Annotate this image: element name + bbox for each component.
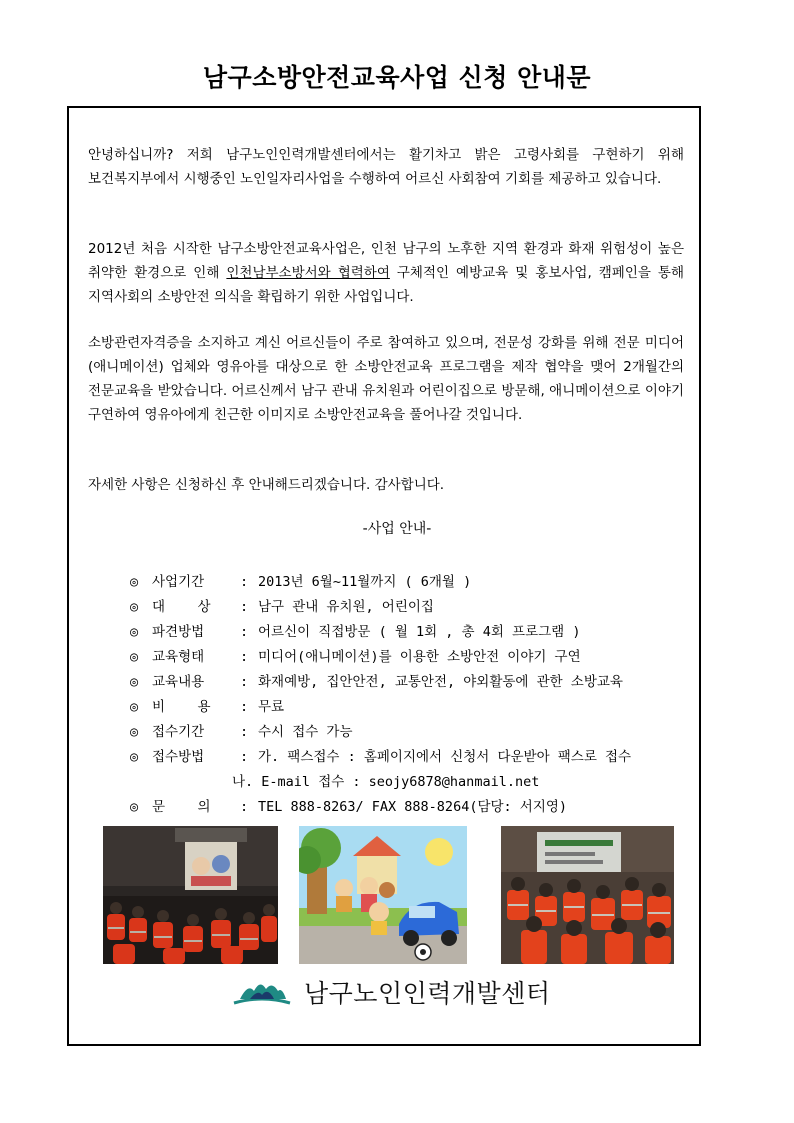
intro-paragraph: 안녕하십니까? 저희 남구노인인력개발센터에서는 활기차고 밝은 고령사회를 구현하기 위해 보건복지부에서 시행중인 노인일자리사업을 수행하여 어르신 사회참여 기회를 제공하고 있습니다. [88,147,684,187]
project-background-text-b: 구체적인 예방교육 및 홍보사업, 캠페인을 통해 지역사회의 소방안전 의식을 확립하기 위한 사업입니다. [88,265,684,305]
bullet-mark: ◎ [130,724,139,740]
info-value: 남구 관내 유치원, 어린이집 [258,599,434,615]
info-separator: : [240,649,249,665]
section-heading: -사업 안내- [362,521,432,537]
bullet-mark: ◎ [130,674,139,690]
info-label: 접수방법 [152,749,205,765]
info-row-cost [130,695,690,720]
bullet-mark: ◎ [130,699,139,715]
info-separator: : [240,749,249,765]
education-session-photo-1 [103,826,278,964]
info-email-continuation: 나. E-mail 접수 : seojy6878@hanmail.net [232,774,540,790]
project-background-paragraph [88,237,684,309]
participants-paragraph: 소방관련자격증을 소지하고 계신 어르신들이 주로 참여하고 있으며, 전문성 강화를 위해 전문 미디어(애니메이션) 업체와 영유아를 대상으로 한 소방안전교육 프로그램을 제작 협약을 맺어 2개월간의 전문교육을 받았습니다. 어르신께서 남구 관내 유치원과 어린이집으로 방문해, 애니메이션으로 이야기 구연하여 영유아에게 친근한 이미지로 소방안전교육을 풀어나갈 것입니다. [88,335,684,423]
info-label: 비 용 [152,699,211,715]
info-label: 교육형태 [152,649,205,665]
info-separator: : [240,574,249,590]
bullet-mark: ◎ [130,749,139,765]
info-value: TEL 888-8263/ FAX 888-8264(담당: 서지영) [258,799,568,815]
info-row-dispatch [130,620,690,645]
info-row-application-method [130,745,690,770]
bullet-mark: ◎ [130,624,139,640]
project-background-text-a: 2012년 처음 시작한 남구소방안전교육사업은, 인천 남구의 노후한 지역 환경과 화재 위험성이 높은 취약한 환경으로 인해 [88,241,684,281]
education-session-photo-2 [501,826,674,964]
info-label: 대 상 [152,599,211,615]
info-row-content [130,670,690,695]
info-value: 2013년 6월~11월까지 ( 6개월 ) [258,574,472,590]
info-value: 미디어(애니메이션)를 이용한 소방안전 이야기 구연 [258,649,581,665]
mountain-logo-icon [232,977,292,1007]
organization-name: 남구노인인력개발센터 [304,979,551,1008]
bullet-mark: ◎ [130,599,139,615]
info-row-application-period [130,720,690,745]
info-value: 어르신이 직접방문 ( 월 1회 , 총 4회 프로그램 ) [258,624,581,640]
info-value: 무료 [258,699,285,715]
animation-still-image [299,826,467,964]
bullet-mark: ◎ [130,574,139,590]
partner-underlined-text: 인천남부소방서와 협력하여 [226,265,390,281]
info-label: 사업기간 [152,574,205,590]
organization-logo [232,972,551,1012]
info-label: 접수기간 [152,724,205,740]
info-value: 수시 접수 가능 [258,724,353,740]
info-separator: : [240,724,249,740]
info-row-contact [130,795,690,820]
info-separator: : [240,699,249,715]
project-info-list [130,570,690,820]
page-title: 남구소방안전교육사업 신청 안내문 [202,63,592,92]
bullet-mark: ◎ [130,649,139,665]
info-label: 교육내용 [152,674,205,690]
info-separator: : [240,799,249,815]
info-label: 파견방법 [152,624,205,640]
info-row-target [130,595,690,620]
closing-paragraph: 자세한 사항은 신청하신 후 안내해드리겠습니다. 감사합니다. [88,477,445,493]
info-value: 가. 팩스접수 : 홈페이지에서 신청서 다운받아 팩스로 접수 [258,749,632,765]
info-separator: : [240,599,249,615]
info-row-format [130,645,690,670]
bullet-mark: ◎ [130,799,139,815]
info-value: 화재예방, 집안안전, 교통안전, 야외활동에 관한 소방교육 [258,674,623,690]
info-row-period [130,570,690,595]
info-separator: : [240,624,249,640]
info-label: 문 의 [152,799,211,815]
info-separator: : [240,674,249,690]
